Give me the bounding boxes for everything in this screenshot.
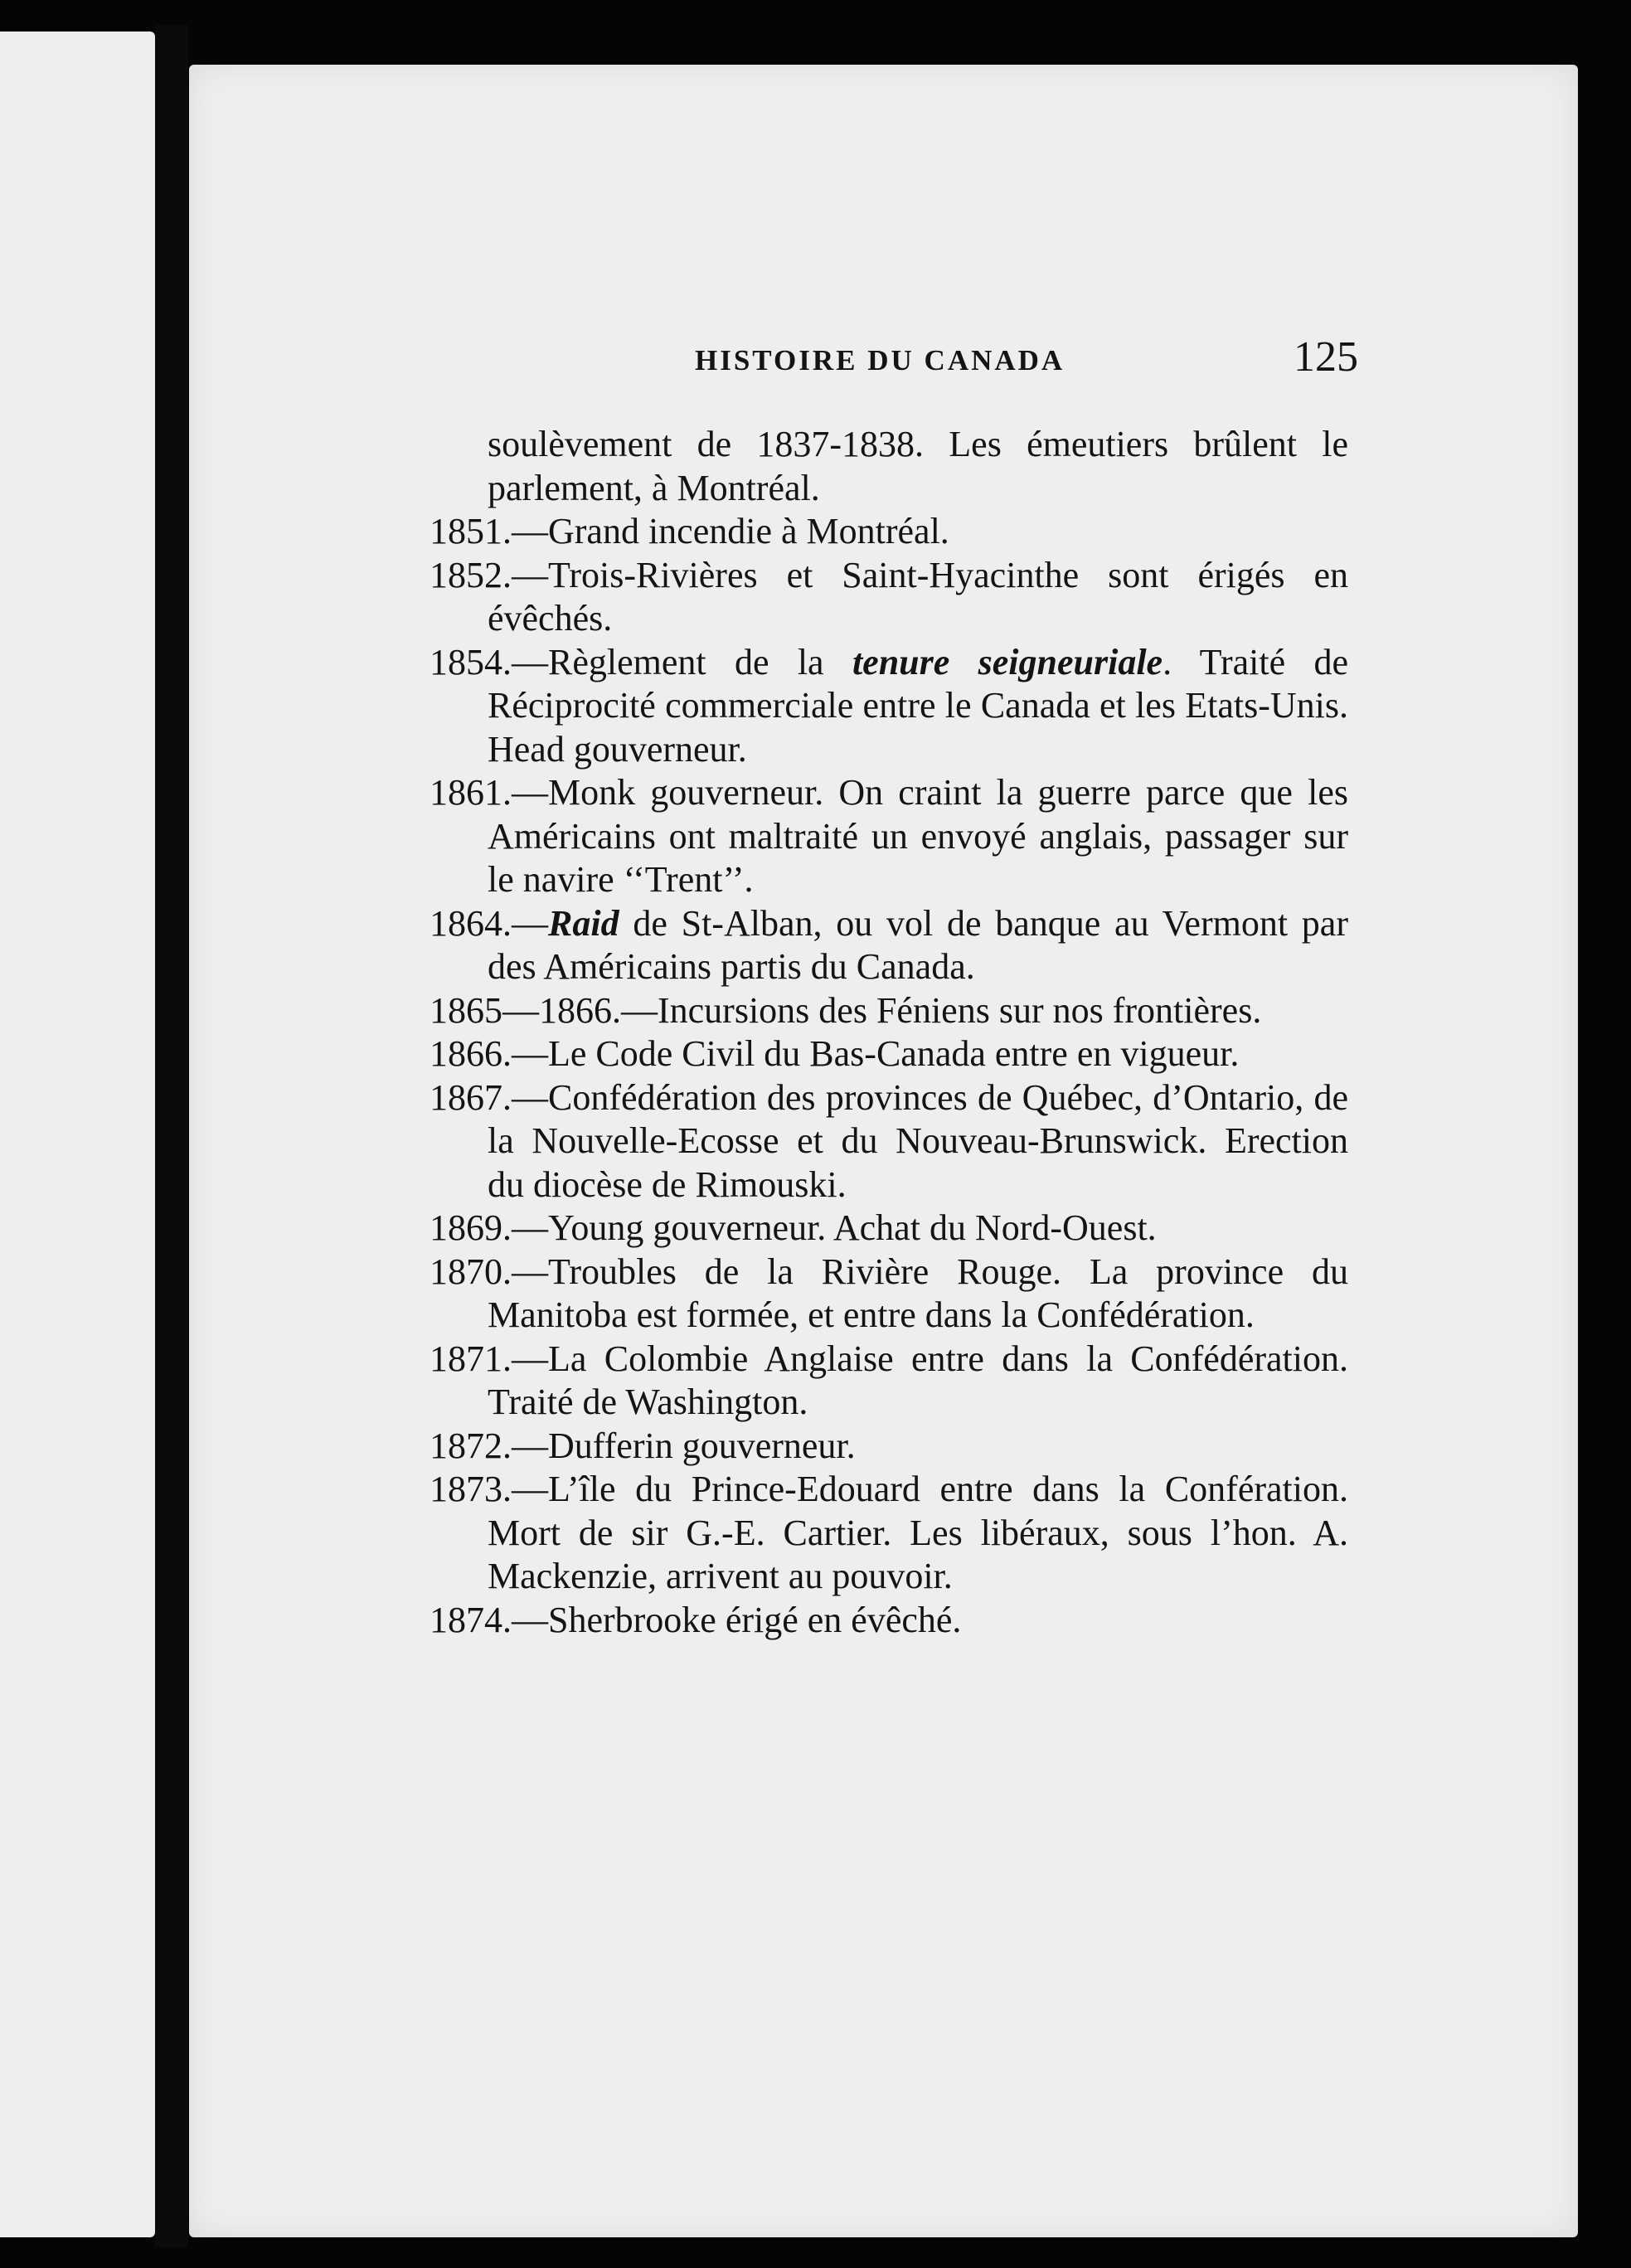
entry-text: —La Colombie Anglaise entre dans la Confédération. Traité de Washington. [488, 1338, 1348, 1422]
page-number: 125 [1294, 333, 1358, 381]
entry-year: 1851. [430, 511, 512, 551]
page-header [512, 328, 1358, 402]
entry-year: 1870. [430, 1251, 512, 1292]
chronology-entry [430, 510, 1348, 554]
entry-text: —Le Code Civil du Bas-Canada entre en vigueur. [512, 1033, 1240, 1074]
entry-text: — [512, 902, 548, 944]
chronology-entry [430, 1338, 1348, 1425]
entry-year: 1861. [430, 772, 512, 813]
entry-year: 1854. [430, 641, 512, 682]
book-gutter [155, 25, 188, 2247]
chronology-entry [430, 554, 1348, 641]
page-body [430, 423, 1348, 1642]
entry-year: 1874. [430, 1599, 512, 1640]
entry-year: 1873. [430, 1469, 512, 1509]
entry-year: 1852. [430, 554, 512, 595]
continuation-paragraph: soulèvement de 1837-1838. Les émeutiers brûlent le parlement, à Montréal. [488, 424, 1348, 508]
chronology-entry [430, 989, 1348, 1033]
entry-text: —Monk gouverneur. On craint la guerre parce que les Américains ont maltraité un envoyé anglais, passager sur le navire ‘‘Trent’’. [488, 772, 1348, 900]
entry-text: de St-Alban, ou vol de banque au Vermont par des Américains partis du Canada. [488, 902, 1348, 987]
entry-text: —Dufferin gouverneur. [512, 1425, 856, 1466]
chronology-entry [430, 641, 1348, 772]
entry-text: —L’île du Prince-Edouard entre dans la Confération. Mort de sir G.-E. Cartier. Les libéraux, sous l’hon. A. Mackenzie, arrivent au pouvoir. [488, 1469, 1348, 1596]
chronology-entry [430, 1425, 1348, 1469]
chronology-entry [430, 771, 1348, 902]
entry-text: —Confédération des provinces de Québec, d’Ontario, de la Nouvelle-Ecosse et du Nouveau-Brunswick. Erection du diocèse de Rimouski. [488, 1076, 1348, 1205]
entry-year: 1867. [430, 1076, 512, 1118]
entry-emphasis: tenure seigneuriale [852, 641, 1163, 682]
entry-text: —Règlement de la [512, 641, 852, 682]
chronology-entry [430, 1207, 1348, 1251]
left-page-edge [0, 32, 155, 2237]
entry-year: 1864. [430, 902, 512, 944]
entry-emphasis: Raid [548, 902, 619, 944]
chronology-entry [430, 902, 1348, 989]
chronology-entry [430, 1468, 1348, 1599]
chronology-entry [430, 1076, 1348, 1207]
entry-text: —Incursions des Féniens sur nos frontières. [621, 989, 1262, 1031]
entry-text: —Young gouverneur. Achat du Nord-Ouest. [512, 1207, 1157, 1248]
entry-text: —Troubles de la Rivière Rouge. La province du Manitoba est formée, et entre dans la Confédération. [488, 1251, 1348, 1335]
entry-text: —Grand incendie à Montréal. [512, 511, 949, 551]
entry-text: —Sherbrooke érigé en évêché. [512, 1599, 962, 1640]
entry-year: 1871. [430, 1338, 512, 1379]
entry-year: 1866. [430, 1033, 512, 1074]
entry-year: 1872. [430, 1425, 512, 1466]
entry-year: 1865—1866. [430, 989, 621, 1031]
chronology-entry [430, 1032, 1348, 1076]
entry-text: . Traité de Réciprocité commerciale entre le Canada et les Etats-Unis. Head gouverneur. [488, 641, 1348, 770]
chronology-entry [430, 1599, 1348, 1643]
entry-year: 1869. [430, 1207, 512, 1248]
entry-text: —Trois-Rivières et Saint-Hyacinthe sont érigés en évêchés. [488, 554, 1348, 639]
chronology-entry [430, 1251, 1348, 1338]
running-title: HISTOIRE DU CANADA [695, 344, 1065, 376]
